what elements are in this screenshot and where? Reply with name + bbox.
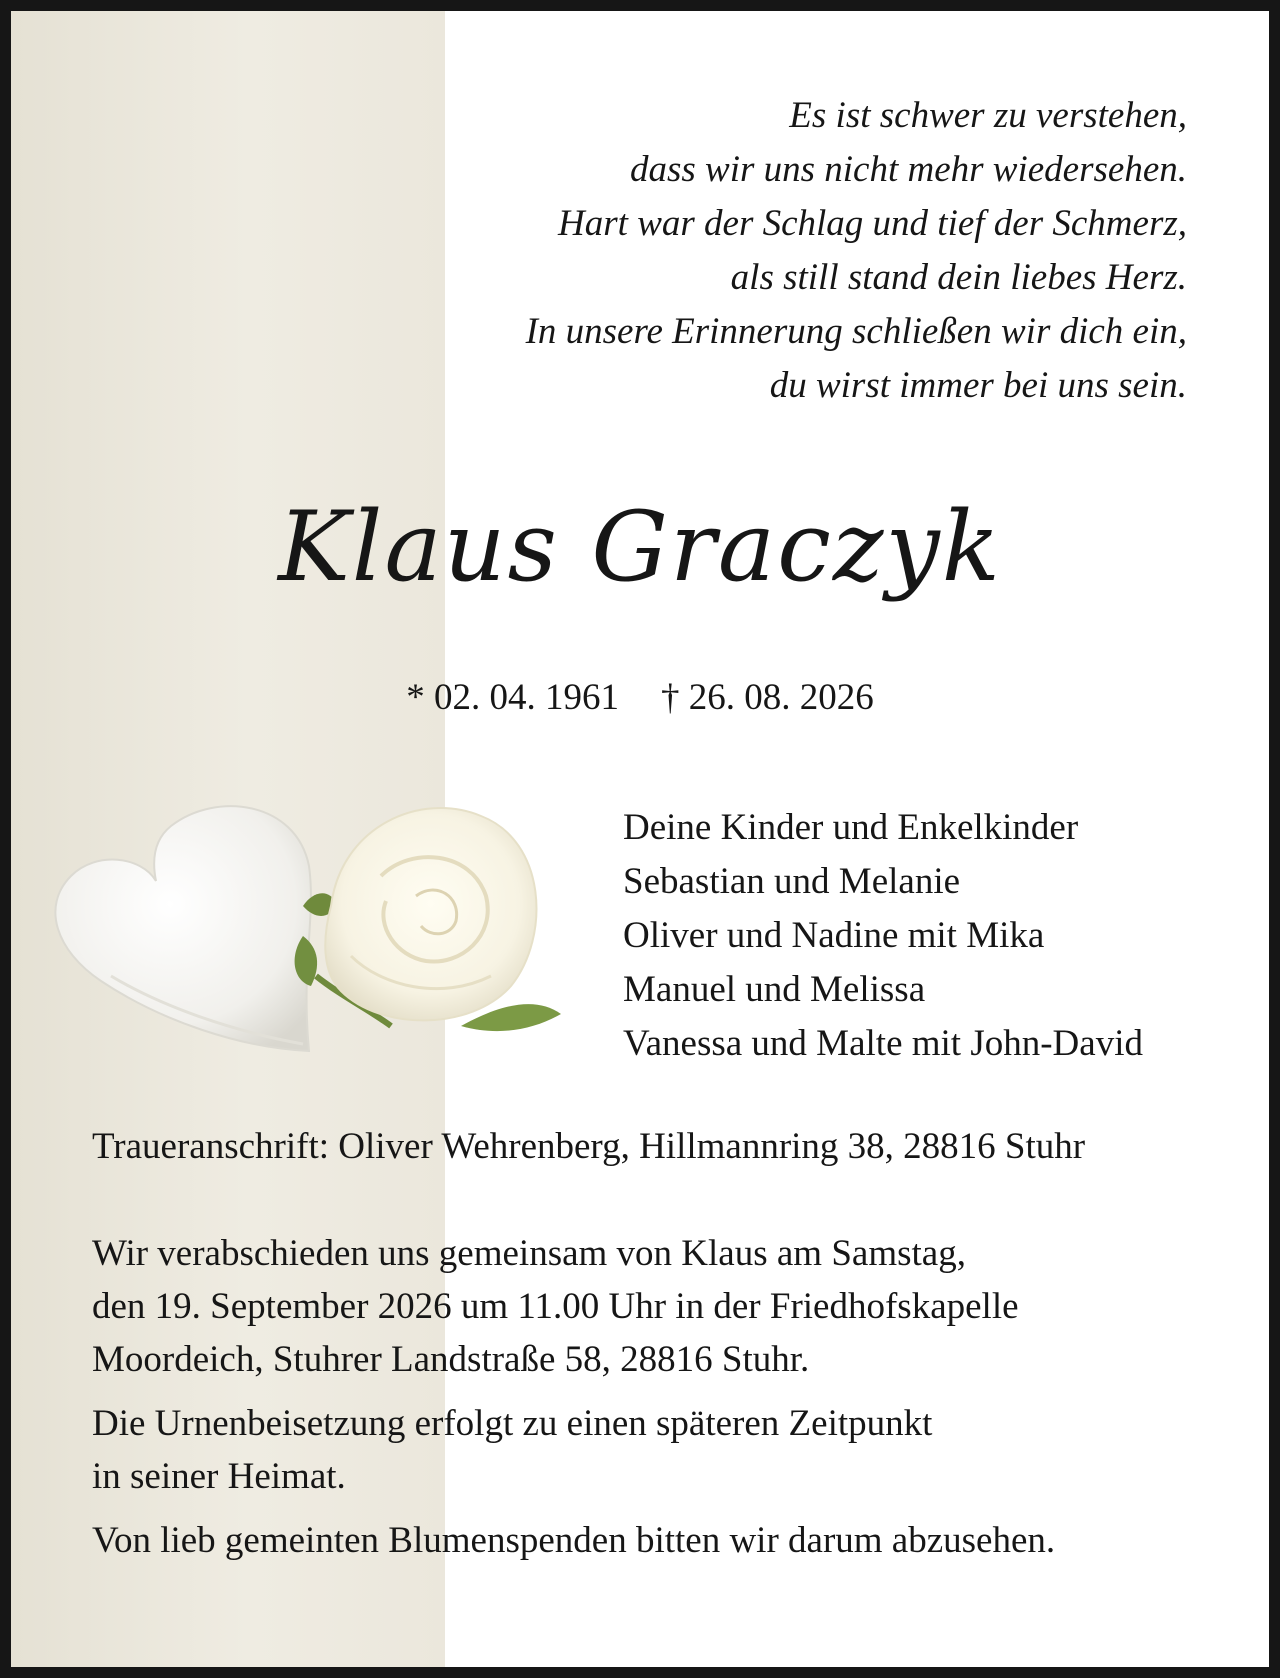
- verse-line: dass wir uns nicht mehr wiedersehen.: [629, 149, 1187, 190]
- family-line: Oliver und Nadine mit Mika: [623, 915, 1045, 956]
- paragraph-line: Die Urnenbeisetzung erfolgt zu einen späteren Zeitpunkt: [92, 1403, 933, 1444]
- deceased-name: Klaus Graczyk: [278, 491, 1002, 603]
- verse-line: In unsere Erinnerung schließen wir dich ein,: [525, 311, 1187, 352]
- flowers-paragraph: [92, 1514, 1055, 1567]
- heart-and-rose-image: [41, 786, 601, 1071]
- verse-line: Hart war der Schlag und tief der Schmerz,: [558, 203, 1187, 244]
- family-line: Deine Kinder und Enkelkinder: [623, 807, 1079, 848]
- life-dates: [11, 676, 1269, 719]
- family-line: Vanessa und Malte mit John-David: [623, 1023, 1143, 1064]
- family-line: Manuel und Melissa: [623, 969, 926, 1010]
- verse: [427, 89, 1187, 413]
- paragraph-line: den 19. September 2026 um 11.00 Uhr in der Friedhofskapelle: [92, 1286, 1019, 1327]
- farewell-paragraph: [92, 1227, 1055, 1386]
- verse-line: du wirst immer bei uns sein.: [769, 365, 1187, 406]
- heart-icon: [55, 806, 311, 1051]
- death-date: † 26. 08. 2026: [661, 677, 874, 718]
- verse-line: Es ist schwer zu verstehen,: [789, 95, 1187, 136]
- family-list: [623, 801, 1143, 1071]
- mourning-address: Traueranschrift: Oliver Wehrenberg, Hillmannring 38, 28816 Stuhr: [92, 1126, 1086, 1167]
- paragraph-line: Moordeich, Stuhrer Landstraße 58, 28816 Stuhr.: [92, 1339, 810, 1380]
- service-details: [92, 1227, 1055, 1578]
- birth-date: * 02. 04. 1961: [406, 677, 619, 718]
- rose-icon: [295, 808, 561, 1031]
- paragraph-line: in seiner Heimat.: [92, 1456, 346, 1497]
- paragraph-line: Von lieb gemeinten Blumenspenden bitten wir darum abzusehen.: [92, 1520, 1056, 1561]
- burial-paragraph: [92, 1397, 1055, 1503]
- verse-line: als still stand dein liebes Herz.: [730, 257, 1187, 298]
- family-line: Sebastian und Melanie: [623, 861, 961, 902]
- paragraph-line: Wir verabschieden uns gemeinsam von Klaus am Samstag,: [92, 1233, 966, 1274]
